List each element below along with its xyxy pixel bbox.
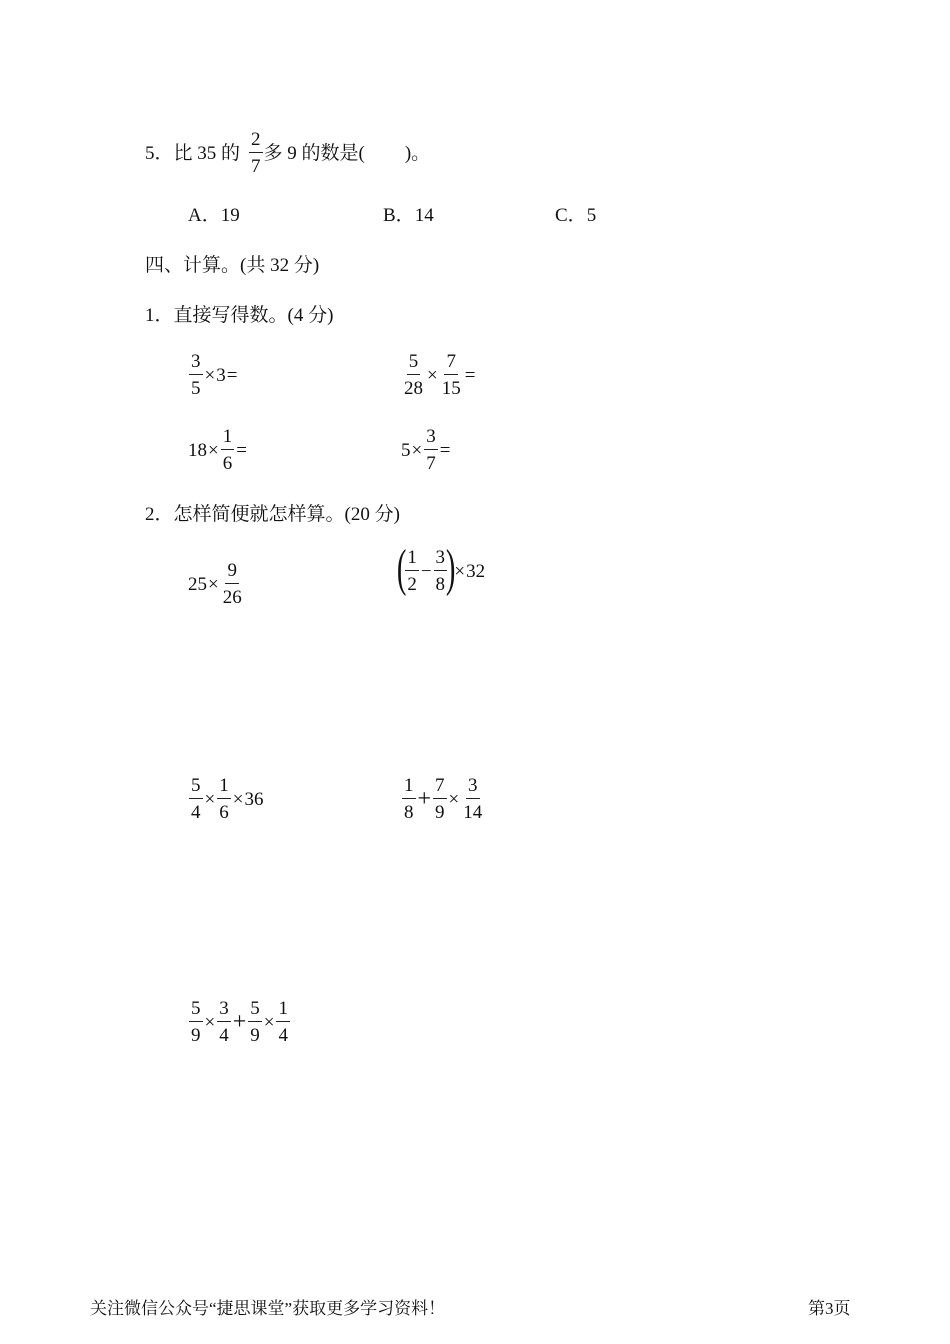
times-sign: × xyxy=(208,573,219,595)
denominator: 6 xyxy=(222,453,233,474)
numerator: 2 xyxy=(249,130,263,153)
numerator: 3 xyxy=(217,999,231,1022)
times-sign: × xyxy=(448,788,460,810)
question-number: 5． xyxy=(145,142,174,164)
times-sign: × xyxy=(454,560,466,582)
numerator: 3 xyxy=(424,427,438,450)
equals-sign: = xyxy=(236,439,247,461)
equals-sign: = xyxy=(464,364,476,386)
numerator: 5 xyxy=(407,352,421,375)
fraction xyxy=(221,427,235,473)
section-title: 四、计算。(共 32 分) xyxy=(145,255,320,276)
option-value: 19 xyxy=(220,205,240,226)
denominator: 5 xyxy=(191,378,201,399)
numerator: 3 xyxy=(189,352,203,375)
numerator: 5 xyxy=(189,776,203,799)
question-text: )。 xyxy=(404,142,431,164)
option-value: 5 xyxy=(586,205,597,226)
denominator: 9 xyxy=(435,802,445,823)
numerator: 1 xyxy=(217,776,231,799)
equals-sign: = xyxy=(439,439,451,461)
plus-sign: + xyxy=(417,786,432,812)
fraction xyxy=(217,999,231,1045)
numerator: 7 xyxy=(444,352,458,375)
times-sign: × xyxy=(232,788,244,810)
fraction xyxy=(189,776,203,822)
plus-sign: + xyxy=(232,1009,247,1035)
numerator: 1 xyxy=(276,999,290,1022)
denominator: 14 xyxy=(463,802,483,823)
denominator: 15 xyxy=(441,378,461,399)
option-a[interactable] xyxy=(188,206,240,225)
option-c[interactable] xyxy=(555,206,596,225)
denominator: 8 xyxy=(404,802,414,823)
denominator: 9 xyxy=(250,1025,260,1046)
numerator: 7 xyxy=(433,776,447,799)
fraction xyxy=(221,561,244,607)
problem-4 xyxy=(401,776,485,822)
operand: 32 xyxy=(466,560,486,582)
fraction xyxy=(461,776,484,822)
calc-item-2 xyxy=(401,352,476,398)
times-sign: × xyxy=(263,1011,275,1033)
calc-item-4 xyxy=(401,427,451,473)
operand: 36 xyxy=(244,788,264,810)
page-number: 第3页 xyxy=(808,1299,851,1318)
numerator: 5 xyxy=(248,999,262,1022)
fraction xyxy=(189,352,203,398)
problem-5 xyxy=(188,999,291,1045)
denominator: 4 xyxy=(191,802,201,823)
calc-item-1 xyxy=(188,352,238,398)
numerator: 1 xyxy=(221,427,235,450)
denominator: 4 xyxy=(278,1025,288,1046)
times-sign: × xyxy=(427,364,438,386)
numerator: 1 xyxy=(402,776,416,799)
numerator: 3 xyxy=(434,548,448,571)
fraction xyxy=(402,352,425,398)
denominator: 28 xyxy=(404,378,423,399)
operand: 3 xyxy=(216,364,226,386)
calc-item-3 xyxy=(188,427,248,473)
option-label: A． xyxy=(188,205,221,226)
denominator: 26 xyxy=(222,587,242,608)
times-sign: × xyxy=(204,788,216,810)
times-sign: × xyxy=(204,364,216,386)
option-b[interactable] xyxy=(383,206,434,225)
footer-note: 关注微信公众号“捷思课堂”获取更多学习资料！ xyxy=(90,1299,446,1318)
numerator: 1 xyxy=(405,548,419,571)
denominator: 4 xyxy=(219,1025,229,1046)
denominator: 9 xyxy=(191,1025,201,1046)
option-label: B． xyxy=(383,205,415,226)
fraction xyxy=(276,999,290,1045)
denominator: 2 xyxy=(407,574,417,595)
right-bracket: ) xyxy=(445,540,456,597)
operand: 25 xyxy=(188,573,207,595)
fraction xyxy=(424,427,438,473)
fraction xyxy=(433,776,447,822)
problem-1 xyxy=(188,561,245,607)
fraction xyxy=(189,999,203,1045)
operand: 5 xyxy=(401,439,411,461)
option-label: C． xyxy=(555,205,587,226)
times-sign: × xyxy=(208,439,219,461)
minus-sign: − xyxy=(420,560,432,582)
numerator: 3 xyxy=(466,776,480,799)
times-sign: × xyxy=(204,1011,216,1033)
denominator: 8 xyxy=(435,574,446,595)
fraction xyxy=(249,130,263,176)
times-sign: × xyxy=(411,439,423,461)
question-text: 多 9 的数是( xyxy=(263,142,365,164)
numerator: 5 xyxy=(189,999,203,1022)
equals-sign: = xyxy=(226,364,238,386)
problem-2 xyxy=(396,540,486,597)
part-2-title: 2．怎样简便就怎样算。(20 分) xyxy=(145,504,400,525)
numerator: 9 xyxy=(225,561,239,584)
left-bracket: ( xyxy=(396,540,407,597)
denominator: 7 xyxy=(251,156,261,177)
option-value: 14 xyxy=(414,205,434,226)
fraction xyxy=(217,776,231,822)
question-text: 比 35 的 xyxy=(173,142,241,164)
operand: 18 xyxy=(188,439,207,461)
denominator: 6 xyxy=(219,802,229,823)
denominator: 7 xyxy=(426,453,436,474)
fraction xyxy=(402,776,416,822)
fraction xyxy=(248,999,262,1045)
question-5 xyxy=(145,130,430,176)
fraction xyxy=(405,548,419,594)
problem-3 xyxy=(188,776,263,822)
fraction xyxy=(440,352,463,398)
part-1-title: 1．直接写得数。(4 分) xyxy=(145,305,334,326)
